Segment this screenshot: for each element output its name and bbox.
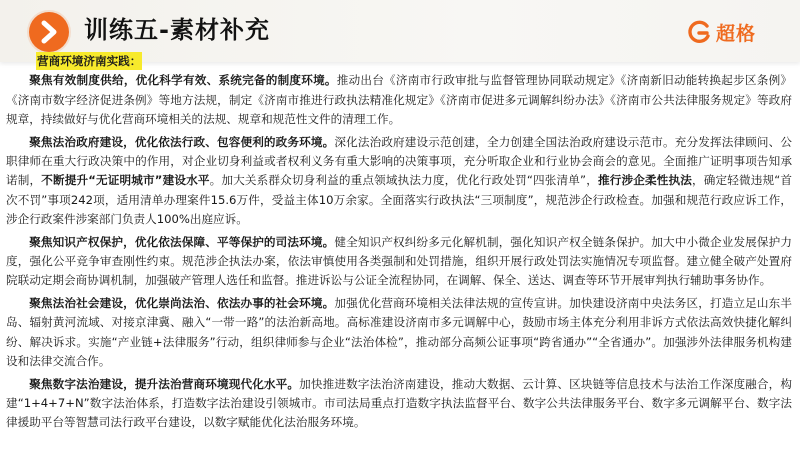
paragraph-text: ，确定轻微违规“首次不罚”事项242项，适用清单办理案件15.6万件，受益主体10万余家。全面落实行政执法“三项制度”，规范涉企行政检查。加强和规范行政应诉工作，涉企行政案件涉案部门负责人100%出庭应诉。 bbox=[6, 173, 792, 227]
paragraph-text: 健全知识产权纠纷多元化解机制，强化知识产权全链条保护。加大中小微企业发展保护力度，强化公平竞争审查刚性约束。规范涉企执法办案，依法审慎使用各类强制和处罚措施，组织开展行政处罚法实施情况专项监督。建立健全破产处置府院联动定期会商协调机制，加强破产管理人选任和监督。推进诉讼与公证全流程协同，在调解、保全、送达、调查等环节开展审判执行辅助事务协作。 bbox=[6, 234, 792, 288]
emphasis-text: 推行涉企柔性执法 bbox=[597, 173, 692, 188]
paragraph-text: 加强优化营商环境相关法律法规的宣传宣讲。加快建设济南中央法务区，打造立足山东半岛、辐射黄河流域、对接京津冀、融入“一带一路”的法治新高地。高标准建设济南市多元调解中心，鼓励市场主体充分利用非诉方式依法高效快捷化解纠纷、解决诉求。实施“产业链+法律服务”行动，组织律师参与企业“法治体检”，推动部分高频公证事项“跨省通办”“全省通办”。加强涉外法律服务机构建设和法律交流合作。 bbox=[6, 295, 792, 369]
paragraph-text: 深化法治政府建设示范创建，全力创建全国法治政府建设示范市。充分发挥法律顾问、公职律师在重大行政决策中的作用，对企业切身利益或者权利义务有重大影响的决策事项，充分听取企业和行业协会商会的意见。全面推广证明事项告知承诺制， bbox=[6, 134, 792, 188]
paragraph-text: 。加大关系群众切身利益的重点领域执法力度，优化行政处罚“四张清单”， bbox=[209, 173, 598, 188]
emphasis-text: 不断提升“无证明城市”建设水平 bbox=[41, 173, 210, 188]
logo-text: 超格 bbox=[715, 22, 756, 45]
content-body bbox=[6, 52, 792, 436]
paragraph-government bbox=[6, 133, 792, 230]
paragraph-lead: 聚焦有效制度供给，优化科学有效、系统完备的制度环境。 bbox=[29, 73, 337, 88]
paragraph-lead: 聚焦法治政府建设，优化依法行政、包容便利的政务环境。 bbox=[29, 134, 335, 149]
paragraph-lead: 聚焦知识产权保护，优化依法保障、平等保护的司法环境。 bbox=[29, 234, 335, 249]
chevron-right-icon bbox=[29, 12, 69, 52]
paragraph-text: 推动出台《济南市行政审批与监督管理协同联动规定》《济南新旧动能转换起步区条例》《济南市数字经济促进条例》等地方法规，制定《济南市推进行政执法精准化规定》《济南市促进多元调解纠纷办法》《济南市公共法律服务规定》等政府规章，持续做好与优化营商环境相关的法规、规章和规范性文件的清理工作。 bbox=[6, 73, 792, 127]
paragraph-lead: 聚焦数字法治建设，提升法治营商环境现代化水平。 bbox=[29, 376, 300, 391]
page-title: 训练五-素材补充 bbox=[84, 16, 270, 44]
paragraph-judicial bbox=[6, 233, 792, 291]
section-label: 营商环境济南实践： bbox=[37, 54, 142, 68]
paragraph-text: 加快推进数字法治济南建设，推动大数据、云计算、区块链等信息技术与法治工作深度融合，构建“1+4+7+N”数字法治体系，打造数字法治建设引领城市。市司法局重点打造数字执法监督平台、数字公共法律服务平台、数字多元调解平台、数字法律援助平台等智慧司法行政平台建设，以数字赋能优化法治服务环境。 bbox=[6, 376, 792, 430]
paragraph-lead: 聚焦法治社会建设，优化崇尚法治、依法办事的社会环境。 bbox=[29, 295, 335, 310]
section-label-row bbox=[6, 52, 792, 71]
paragraph-digital bbox=[6, 375, 792, 433]
logo-g-icon bbox=[686, 19, 712, 45]
brand-logo bbox=[686, 17, 756, 47]
paragraph-institutional bbox=[6, 71, 792, 129]
paragraph-society bbox=[6, 294, 792, 372]
